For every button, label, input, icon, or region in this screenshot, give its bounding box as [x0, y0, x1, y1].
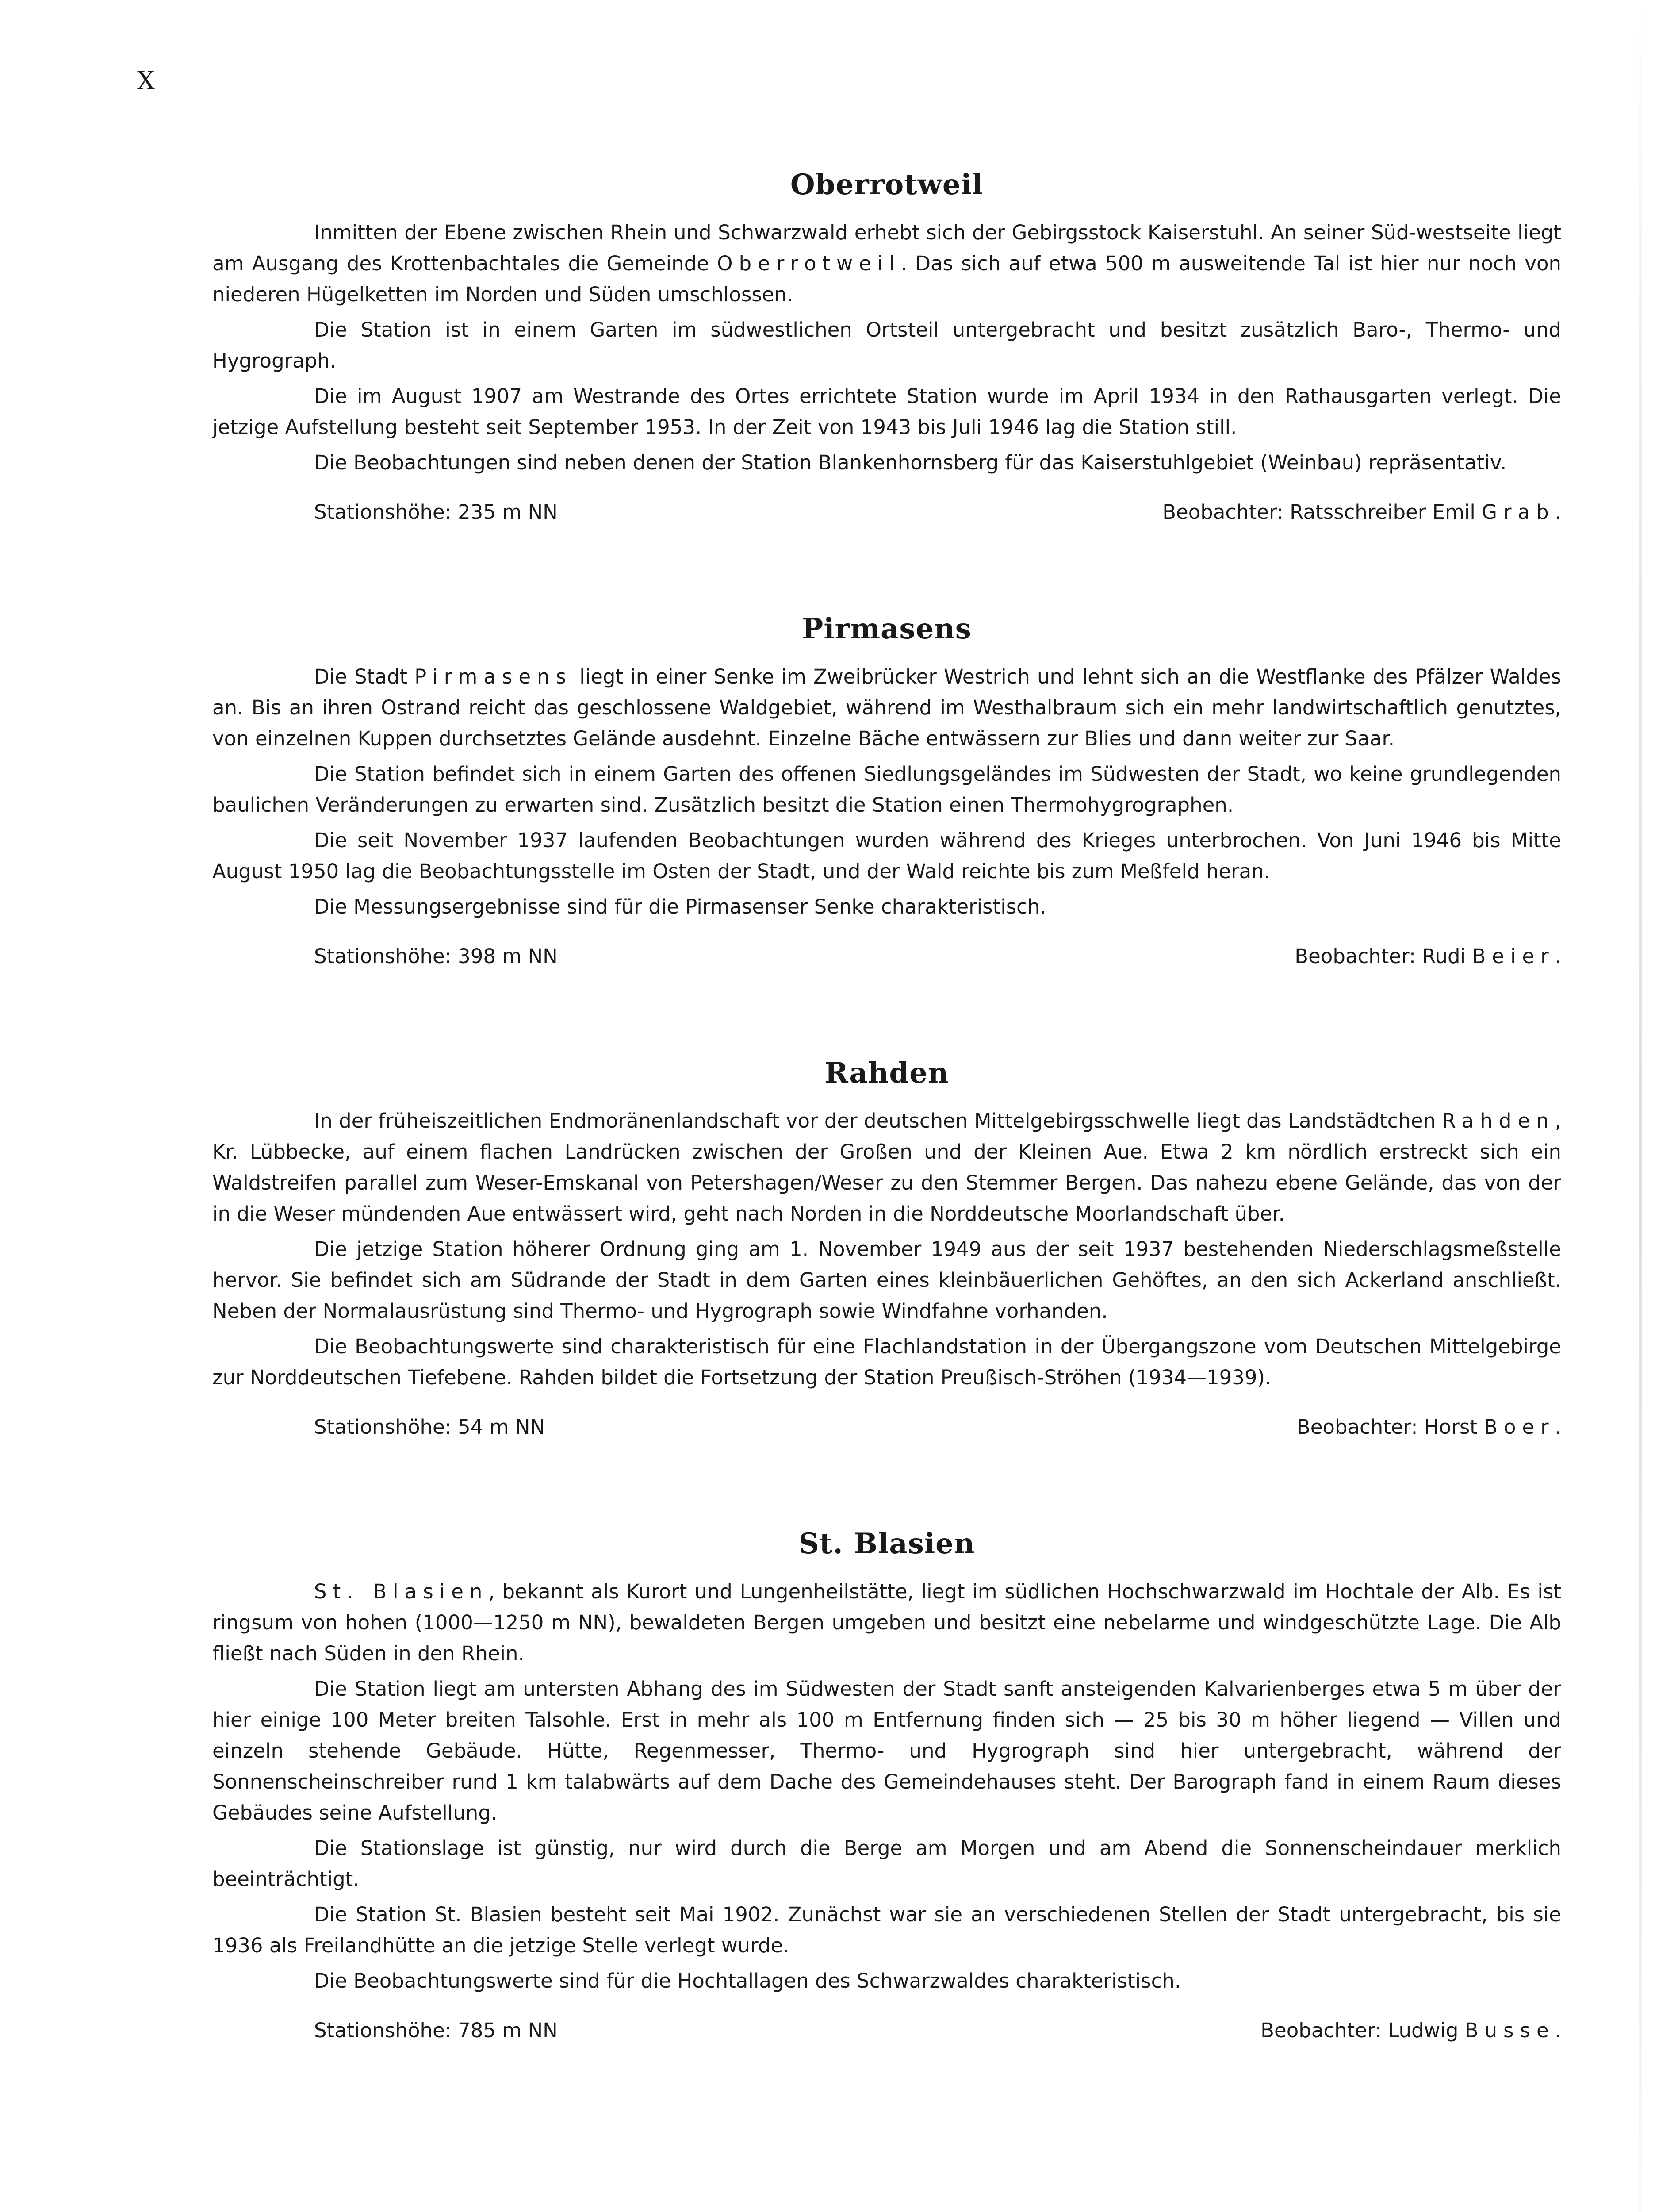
page-content: [212, 168, 1561, 2131]
paragraph: Die jetzige Station höherer Ordnung ging am 1. November 1949 aus der seit 1937 bestehenden Niederschlagsmeßstelle hervor. Sie befindet sich am Südrande der Stadt in dem Garten eines kleinbäuerlichen Gehöftes, an den sich Ackerland anschließt. Neben der Normalausrüstung sind Thermo- und Hygrograph sowie Windfahne vorhanden.: [212, 1237, 1561, 1323]
station-footer: [212, 2010, 1561, 2042]
section-oberrotweil: [212, 168, 1561, 524]
paragraph: St. Blasien, bekannt als Kurort und Lungenheilstätte, liegt im südlichen Hochschwarzwald im Hochtale der Alb. Es ist ringsum von hohen (1000—1250 m NN), bewaldeten Bergen umgeben und besitzt eine nebelarme und windgeschützte Lage. Die Alb fließt nach Süden in den Rhein.: [212, 1580, 1562, 1665]
observer: Beobachter: Horst Boer.: [1296, 1415, 1561, 1439]
paragraph: Die Beobachtungswerte sind für die Hochtallagen des Schwarzwaldes charakteristisch.: [314, 1969, 1181, 1993]
paragraph: Die seit November 1937 laufenden Beobachtungen wurden während des Krieges unterbrochen. Von Juni 1946 bis Mitte August 1950 lag die Beobachtungsstelle im Osten der Stadt, und der Wald reichte bis zum Meßfeld heran.: [212, 829, 1561, 883]
station-footer: [212, 1406, 1561, 1439]
paragraph: In der früheiszeitlichen Endmoränenlandschaft vor der deutschen Mittelgebirgsschwelle liegt das Landstädtchen Rahden, Kr. Lübbecke, auf einem flachen Landrücken zwischen der Großen und der Kleinen Aue. Etwa 2 km nördlich erstreckt sich ein Waldstreifen parallel zum Weser-Emskanal von Petershagen/Weser zu den Stemmer Bergen. Das nahezu ebene Gelände, das von der in die Weser mündenden Aue entwässert wird, geht nach Norden in die Norddeutsche Moorlandschaft über.: [212, 1109, 1561, 1225]
section-title: Rahden: [824, 1056, 949, 1090]
scan-edge-shadow: [1639, 0, 1642, 2212]
station-height: Stationshöhe: 785 m NN: [314, 2019, 558, 2042]
paragraph: Die im August 1907 am Westrande des Ortes errichtete Station wurde im April 1934 in den Rathausgarten verlegt. Die jetzige Aufstellung besteht seit September 1953. In der Zeit von 1943 bis Juli 1946 lag die Station still.: [212, 384, 1561, 439]
paragraph: Die Messungsergebnisse sind für die Pirmasenser Senke charakteristisch.: [314, 895, 1046, 918]
paragraph: Die Stationslage ist günstig, nur wird durch die Berge am Morgen und am Abend die Sonnenscheindauer merklich beeinträchtigt.: [212, 1836, 1561, 1891]
section-st-blasien: [212, 1527, 1561, 2042]
station-footer: [212, 492, 1561, 524]
observer: Beobachter: Ratsschreiber Emil Grab.: [1162, 500, 1561, 524]
station-height: Stationshöhe: 235 m NN: [314, 500, 558, 524]
section-rahden: [212, 1056, 1561, 1439]
paragraph: Die Station befindet sich in einem Garten des offenen Siedlungsgeländes im Südwesten der Stadt, wo keine grundlegenden baulichen Veränderungen zu erwarten sind. Zusätzlich besitzt die Station einen Thermohygrographen.: [212, 762, 1561, 817]
section-pirmasens: [212, 612, 1561, 968]
paragraph: Die Stadt Pirmasens liegt in einer Senke im Zweibrücker Westrich und lehnt sich an die Westflanke des Pfälzer Waldes an. Bis an ihren Ostrand reicht das geschlossene Waldgebiet, während im Westhalbraum sich ein mehr landwirtschaftlich genutztes, von einzelnen Kuppen durchsetztes Gelände ausdehnt. Einzelne Bäche entwässern zur Blies und dann weiter zur Saar.: [212, 665, 1561, 750]
paragraph: Die Beobachtungswerte sind charakteristisch für eine Flachlandstation in der Übergangszone vom Deutschen Mittelgebirge zur Norddeutschen Tiefebene. Rahden bildet die Fortsetzung der Station Preußisch-Ströhen (1934—1939).: [212, 1335, 1561, 1389]
section-title: St. Blasien: [798, 1527, 975, 1560]
observer: Beobachter: Rudi Beier.: [1295, 945, 1561, 968]
paragraph: Die Station liegt am untersten Abhang des im Südwesten der Stadt sanft ansteigenden Kalvarienberges etwa 5 m über der hier einige 100 Meter breiten Talsohle. Erst in mehr als 100 m Entfernung finden sich — 25 bis 30 m höher liegend — Villen und einzeln stehende Gebäude. Hütte, Regenmesser, Thermo- und Hygrograph sind hier untergebracht, während der Sonnenscheinschreiber rund 1 km talabwärts auf dem Dache des Gemeindehauses steht. Der Barograph fand in einem Raum dieses Gebäudes seine Aufstellung.: [212, 1677, 1561, 1824]
paragraph: Die Beobachtungen sind neben denen der Station Blankenhornsberg für das Kaiserstuhlgebiet (Weinbau) repräsentativ.: [314, 451, 1507, 474]
paragraph: Die Station St. Blasien besteht seit Mai 1902. Zunächst war sie an verschiedenen Stellen der Stadt untergebracht, bis sie 1936 als Freilandhütte an die jetzige Stelle verlegt wurde.: [212, 1903, 1561, 1957]
station-footer: [212, 936, 1561, 968]
station-height: Stationshöhe: 54 m NN: [314, 1415, 545, 1439]
paragraph: Die Station ist in einem Garten im südwestlichen Ortsteil untergebracht und besitzt zusätzlich Baro-, Thermo- und Hygrograph.: [212, 318, 1561, 373]
page-number: X: [137, 66, 155, 95]
section-title: Oberrotweil: [790, 168, 984, 201]
paragraph: Inmitten der Ebene zwischen Rhein und Schwarzwald erhebt sich der Gebirgsstock Kaiserstuhl. An seiner Süd-westseite liegt am Ausgang des Krottenbachtales die Gemeinde Oberrotweil. Das sich auf etwa 500 m ausweitende Tal ist hier nur noch von niederen Hügelketten im Norden und Süden umschlossen.: [212, 221, 1562, 306]
section-title: Pirmasens: [802, 612, 972, 645]
station-height: Stationshöhe: 398 m NN: [314, 945, 558, 968]
observer: Beobachter: Ludwig Busse.: [1260, 2019, 1561, 2042]
